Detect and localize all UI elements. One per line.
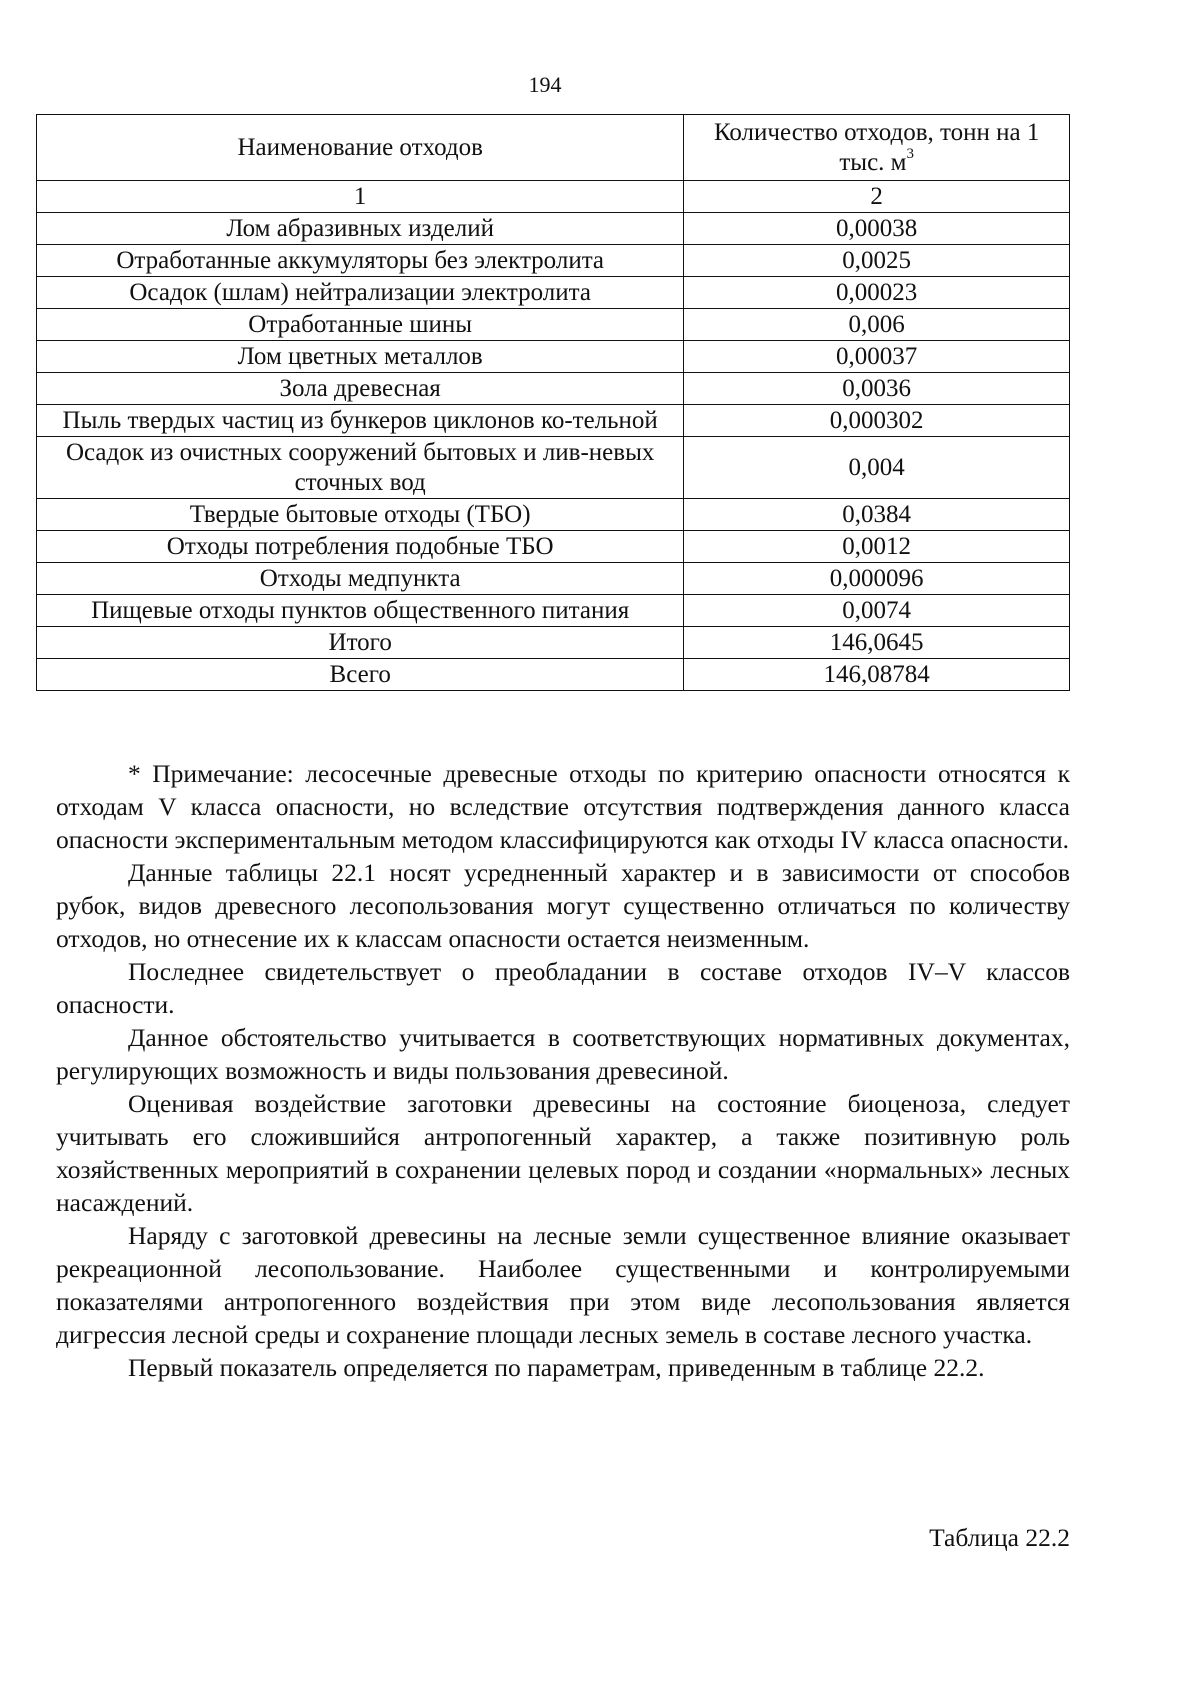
table-row — [37, 213, 1070, 245]
index-cell-2: 2 — [684, 181, 1070, 213]
table-row — [37, 531, 1070, 563]
paragraph: Оценивая воздействие заготовки древесины на состояние биоценоза, следует учитывать его сложившийся антропогенный характер, а также позитивную роль хозяйственных мероприятий в сохранении целевых пород и создании «нормальных» лесных насаждений. — [56, 1089, 1070, 1217]
waste-quantity-cell: 0,000096 — [684, 563, 1070, 595]
table-row — [37, 373, 1070, 405]
waste-quantity-cell: 146,08784 — [684, 659, 1070, 691]
waste-name-cell: Осадок (шлам) нейтрализации электролита — [37, 277, 684, 309]
waste-name-cell: Отходы медпункта — [37, 563, 684, 595]
waste-name-cell: Отходы потребления подобные ТБО — [37, 531, 684, 563]
waste-name-cell: Пищевые отходы пунктов общественного питания — [37, 595, 684, 627]
table-row — [37, 341, 1070, 373]
table-row — [37, 309, 1070, 341]
table-row — [37, 563, 1070, 595]
waste-name-cell: Отработанные шины — [37, 309, 684, 341]
index-cell-1: 1 — [37, 181, 684, 213]
header-waste-quantity — [684, 115, 1070, 181]
waste-name-cell: Лом абразивных изделий — [37, 213, 684, 245]
waste-quantity-cell: 0,00038 — [684, 213, 1070, 245]
waste-table — [36, 114, 1070, 691]
waste-name-cell: Лом цветных металлов — [37, 341, 684, 373]
table-header-row — [37, 115, 1070, 181]
paragraph: Последнее свидетельствует о преобладании в составе отходов IV–V классов опасности. — [56, 957, 1070, 1019]
table-row — [37, 437, 1070, 499]
paragraph: Наряду с заготовкой древесины на лесные земли существенное влияние оказывает рекреационной лесопользование. Наиболее существенными и контролируемыми показателями антропогенного воздействия при этом виде лесопользования является дигрессия лесной среды и сохранение площади лесных земель в составе лесного участка. — [56, 1221, 1070, 1349]
page-number: 194 — [528, 72, 562, 97]
waste-quantity-cell: 0,0384 — [684, 499, 1070, 531]
table-row — [37, 405, 1070, 437]
paragraph: Первый показатель определяется по параметрам, приведенным в таблице 22.2. — [128, 1353, 985, 1382]
waste-name-cell: Осадок из очистных сооружений бытовых и лив-невых сточных вод — [37, 437, 684, 499]
table-row — [37, 245, 1070, 277]
table-caption: Таблица 22.2 — [929, 1523, 1070, 1552]
waste-quantity-cell: 0,004 — [684, 437, 1070, 499]
waste-name-cell: Твердые бытовые отходы (ТБО) — [37, 499, 684, 531]
waste-quantity-cell: 0,0012 — [684, 531, 1070, 563]
waste-name-cell: Итого — [37, 627, 684, 659]
table-index-row — [37, 181, 1070, 213]
waste-quantity-cell: 0,0036 — [684, 373, 1070, 405]
paragraph: Данное обстоятельство учитывается в соответствующих нормативных документах, регулирующих возможность и виды пользования древесиной. — [56, 1023, 1070, 1085]
waste-name-cell: Отработанные аккумуляторы без электролита — [37, 245, 684, 277]
waste-quantity-cell: 0,00023 — [684, 277, 1070, 309]
waste-name-cell: Пыль твердых частиц из бункеров циклонов ко-тельной — [37, 405, 684, 437]
waste-quantity-cell: 146,0645 — [684, 627, 1070, 659]
table-row — [37, 659, 1070, 691]
waste-quantity-cell: 0,000302 — [684, 405, 1070, 437]
waste-name-cell: Зола древесная — [37, 373, 684, 405]
paragraph: Данные таблицы 22.1 носят усредненный характер и в зависимости от способов рубок, видов древесного лесопользования могут существенно отличаться по количеству отходов, но отнесение их к классам опасности остается неизменным. — [56, 858, 1070, 953]
table-row — [37, 627, 1070, 659]
waste-quantity-cell: 0,0074 — [684, 595, 1070, 627]
header-quantity-text: Количество отходов, тонн на 1 тыс. м — [713, 119, 1040, 176]
table-body — [37, 181, 1070, 691]
header-quantity-sup: 3 — [906, 145, 914, 162]
waste-quantity-cell: 0,006 — [684, 309, 1070, 341]
body-text — [56, 757, 1070, 1384]
waste-quantity-cell: 0,0025 — [684, 245, 1070, 277]
header-waste-name: Наименование отходов — [37, 115, 684, 181]
waste-quantity-cell: 0,00037 — [684, 341, 1070, 373]
table-row — [37, 277, 1070, 309]
note-paragraph: * Примечание: лесосечные древесные отходы по критерию опасности относятся к отходам V класса опасности, но вследствие отсутствия подтверждения данного класса опасности экспериментальным методом классифицируются как отходы IV класса опасности. — [56, 759, 1070, 854]
table-row — [37, 595, 1070, 627]
table-row — [37, 499, 1070, 531]
waste-name-cell: Всего — [37, 659, 684, 691]
